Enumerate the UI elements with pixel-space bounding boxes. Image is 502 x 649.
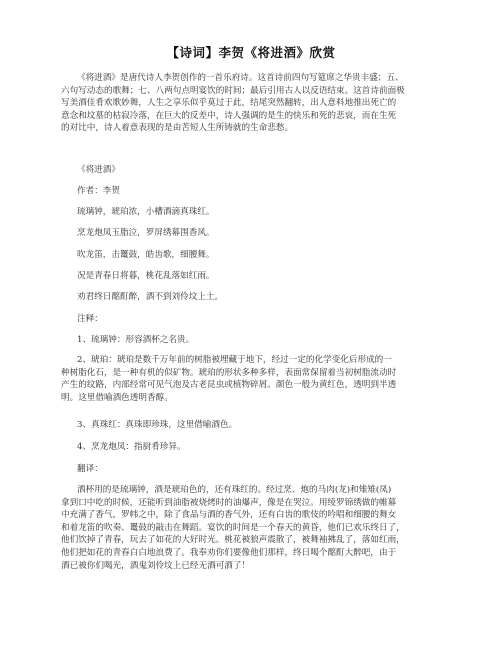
- note-2: [61, 354, 447, 404]
- translation-line: 拿到口中吃的时候，还能听到油脂被烧烤时的油爆声，像是在哭泣。用绫罗锦绣做的帷幕: [61, 497, 397, 508]
- poem-line: 吹龙笛，击鼍鼓，皓齿歌，细腰舞。: [77, 250, 215, 260]
- note-2-line: 种树脂化石，是一种有机的似矿物。琥珀的形状多种多样，表面常保留着当初树脂流动时: [61, 367, 397, 378]
- translation-paragraph: [61, 484, 447, 572]
- poem-author: 作者：李贺: [77, 186, 120, 196]
- intro-line: 《将进酒》是唐代诗人李贺创作的一首乐府诗。这首诗前四句写筵席之华贵丰盛；五、: [77, 73, 404, 83]
- poem-title: 《将进酒》: [77, 165, 120, 175]
- poem-line: 琉璃钟，琥珀浓，小槽酒滴真珠红。: [77, 207, 215, 217]
- translation-line: 酒杯用的是琉璃钟，酒是琥珀色的，还有珠红的。经过烹、炮的马肉(龙)和雉雉(凤): [77, 485, 392, 495]
- translation-line: 和着龙笛的吹奏、鼍鼓的敲击在舞蹈。宴饮的时间是一个春天的黄昏，他们已欢乐终日了，: [61, 522, 405, 533]
- notes-label: 注释：: [77, 314, 103, 324]
- note-2-line: 产生的纹路，内部经常可见气泡及古老昆虫或植物碎屑。颜色一般为黄红色，透明到半透: [61, 380, 397, 391]
- note-3: 3、真珠红：真珠即珍珠，这里借喻酒色。: [77, 420, 238, 430]
- note-2-line: 明。这里借喻酒色透明香醇。: [61, 392, 173, 403]
- poem-line: 烹龙炮凤玉脂泣，罗屏绣幕围香风。: [77, 228, 215, 238]
- note-4: 4、烹龙炮凤：指厨肴珍异。: [77, 442, 186, 452]
- poem-line: 况是青春日将暮，桃花乱落如红雨。: [77, 271, 215, 281]
- page-title: 【诗词】李贺《将进酒》欣赏: [166, 45, 336, 60]
- poem-line: 劝君终日酩酊醉，酒不到刘伶坟上土。: [77, 292, 224, 302]
- intro-line: 六句写动态的歌舞；七、八两句点明宴饮的时间；最后引用古人以反语结束。这首诗前面极: [61, 85, 405, 96]
- note-1: 1、琉璃钟：形容酒杯之名贵。: [77, 335, 195, 345]
- intro-paragraph: [61, 72, 447, 135]
- intro-line: 的对比中，诗人着意表现的是由苦短人生所铸就的生命悲愁。: [61, 123, 294, 134]
- translation-line: 他们把如花的青春白白地浪费了。我奉劝你们要像他们那样，终日喝个酩酊大醉吧，由于: [61, 547, 397, 558]
- intro-line: 写美酒佳肴欢歌妙舞，人生之享乐似乎莫过于此，结尾突然翻转，出人意料地推出死亡的: [61, 98, 397, 109]
- translation-line: 他们饮掉了青春，玩去了如花的大好时光。桃花被狼声震散了，被舞袖拂乱了，落如红雨，: [61, 535, 405, 546]
- translation-label: 翻译：: [77, 464, 103, 474]
- translation-line: 酒已被你们喝光，酒鬼刘伶坟上已经无酒可酒了！: [61, 560, 251, 571]
- intro-line: 意念和坟墓的枯寂冷落，在巨大的反差中，诗人强调的是生的快乐和死的悲哀，而在生死: [61, 110, 397, 121]
- translation-line: 中充满了香气，罗帏之中，除了食品与酒的香气外，还有白齿的歌伎的吟唱和细腰的舞女: [61, 510, 397, 521]
- note-2-line: 2、琥珀：琥珀是数千万年前的树脂被埋藏于地下，经过一定的化学变化后形成的一: [77, 355, 392, 365]
